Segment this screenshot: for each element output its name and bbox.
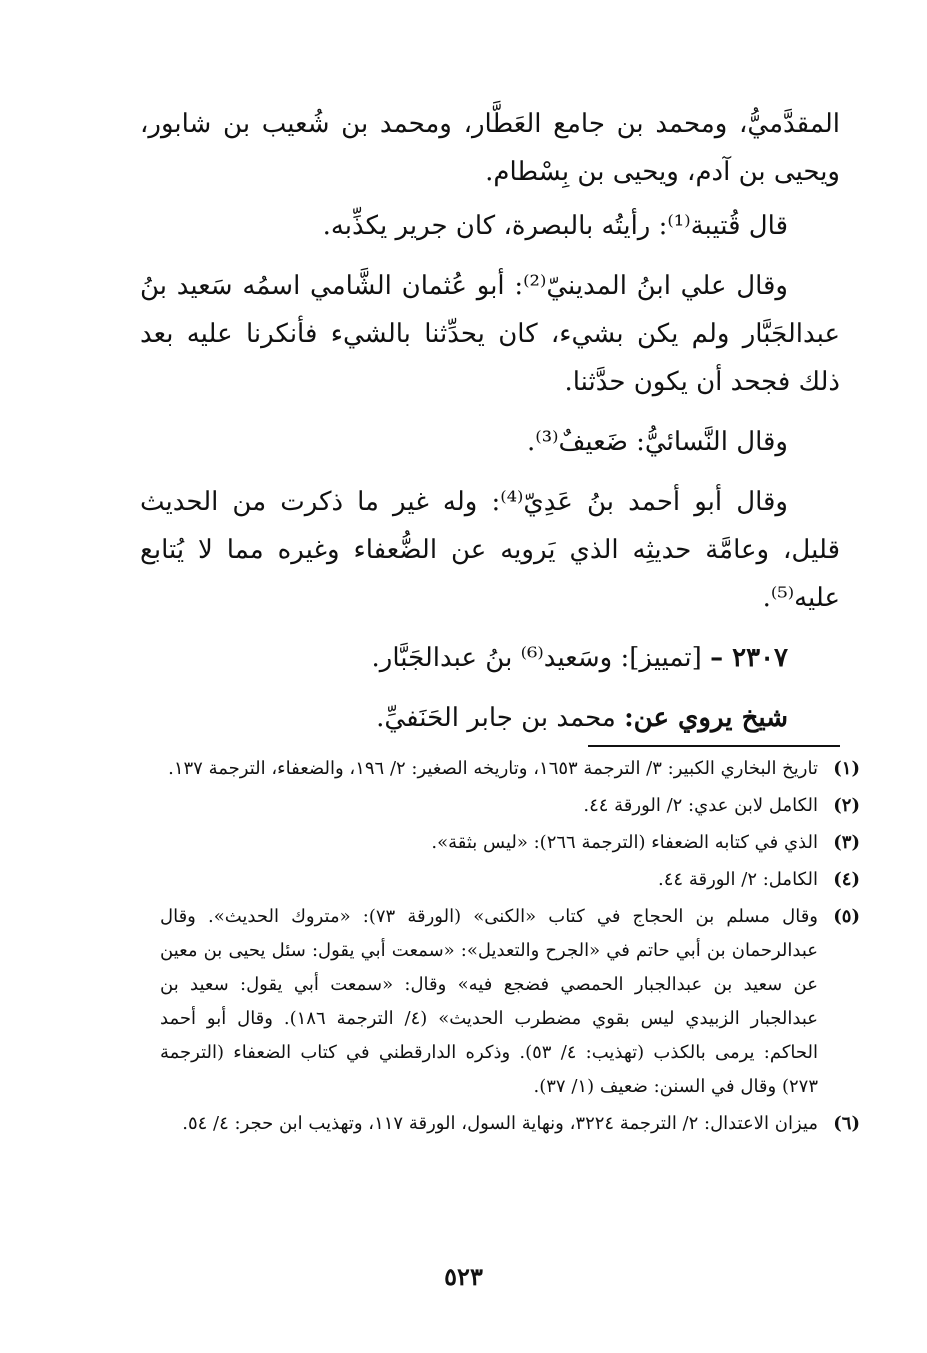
footnote-4 <box>160 863 860 897</box>
footnote-3 <box>160 826 860 860</box>
footnote-6 <box>160 1107 860 1141</box>
footnote-mark: (٤) <box>833 869 860 890</box>
footnote-divider <box>588 745 840 747</box>
entry-detail <box>140 694 840 742</box>
footnote-mark: (٣) <box>833 832 860 853</box>
footnote-mark: (٦) <box>833 1113 860 1134</box>
footnote-1 <box>160 752 860 786</box>
entry-heading <box>140 634 840 682</box>
page-number: ٥٢٣ <box>444 1262 483 1291</box>
footnote-text: تاريخ البخاري الكبير: ٣/ الترجمة ١٦٥٣، وتاريخه الصغير: ٢/ ١٩٦، والضعفاء، الترجمة ١٣٧. <box>168 758 818 779</box>
entry-tag: [تمييز]: <box>620 643 702 673</box>
paragraph-teachers: المقدَّميُّ، ومحمد بن جامع العَطَّار، ومحمد بن شُعيب بن شابور، ويحيى بن آدم، ويحيى بن بِسْطام. <box>140 109 840 187</box>
main-text <box>140 100 840 754</box>
footnote-text: ميزان الاعتدال: ٢/ الترجمة ٣٢٢٤، ونهاية السول، الورقة ١١٧، وتهذيب ابن حجر: ٤/ ٥٤. <box>182 1113 818 1134</box>
footnote-text: الكامل لابن عدي: ٢/ الورقة ٤٤. <box>583 795 818 816</box>
footnote-text: الكامل: ٢/ الورقة ٤٤. <box>658 869 818 890</box>
footnote-mark: (٥) <box>833 906 860 927</box>
paragraph-ibn-al-madini: وقال علي ابنُ المدينيّ⁽²⁾: أبو عُثمان الشَّامي اسمُه سَعيد بنُ عبدالجَبَّار ولم يكن بشيء، كان يحدِّثنا بالشيء فأنكرنا عليه بعد ذلك فجحد أن يكون حدَّثنا. <box>140 271 840 397</box>
entry-detail-label: شيخ يروي عن: <box>624 703 788 733</box>
paragraph-qutayba: قال قُتيبة⁽¹⁾: رأيتُه بالبصرة، كان جرير يكذِّبه. <box>322 211 788 241</box>
footnote-text: وقال مسلم بن الحجاج في كتاب «الكنى» (الورقة ٧٣): «متروك الحديث». وقال عبدالرحمان بن أبي حاتم في «الجرح والتعديل»: «سمعت أبي يقول: سئل يحيى بن معين عن سعيد بن عبدالجبار الحمصي فضجع فيه» وقال: «سمعت أبي يقول: سعيد بن عبدالجبار الزبيدي ليس بقوي مضطرب الحديث» (٤/ الترجمة ١٨٦). وقال أبو أحمد الحاكم: يرمى بالكذب (تهذيب: ٤/ ٥٣). وذكره الدارقطني في كتاب الضعفاء (الترجمة ٢٧٣) وقال في السنن: ضعيف (١/ ٣٧). <box>160 906 819 1097</box>
entry-number: ٢٣٠٧ – <box>710 643 788 673</box>
footnote-2 <box>160 789 860 823</box>
footnote-text: الذي في كتابه الضعفاء (الترجمة ٢٦٦): «ليس بثقة». <box>431 832 818 853</box>
paragraph-ibn-adi: وقال أبو أحمد بنُ عَدِيّ⁽⁴⁾: وله غير ما ذكرت من الحديث قليل، وعامَّة حديثِه الذي يَرويه عن الضُّعفاء وغيره مما لا يُتابع عليه⁽⁵⁾. <box>140 487 840 613</box>
entry-name: وسَعيد⁽⁶⁾ بنُ عبدالجَبَّار. <box>371 643 613 673</box>
footnote-mark: (١) <box>833 758 860 779</box>
footnote-5 <box>160 900 860 1104</box>
footnotes <box>160 752 860 1144</box>
paragraph-nasai: وقال النَّسائيُّ: ضَعيفٌ⁽³⁾. <box>527 427 788 457</box>
entry-detail-text: محمد بن جابر الحَنَفيِّ. <box>376 703 616 733</box>
footnote-mark: (٢) <box>833 795 860 816</box>
